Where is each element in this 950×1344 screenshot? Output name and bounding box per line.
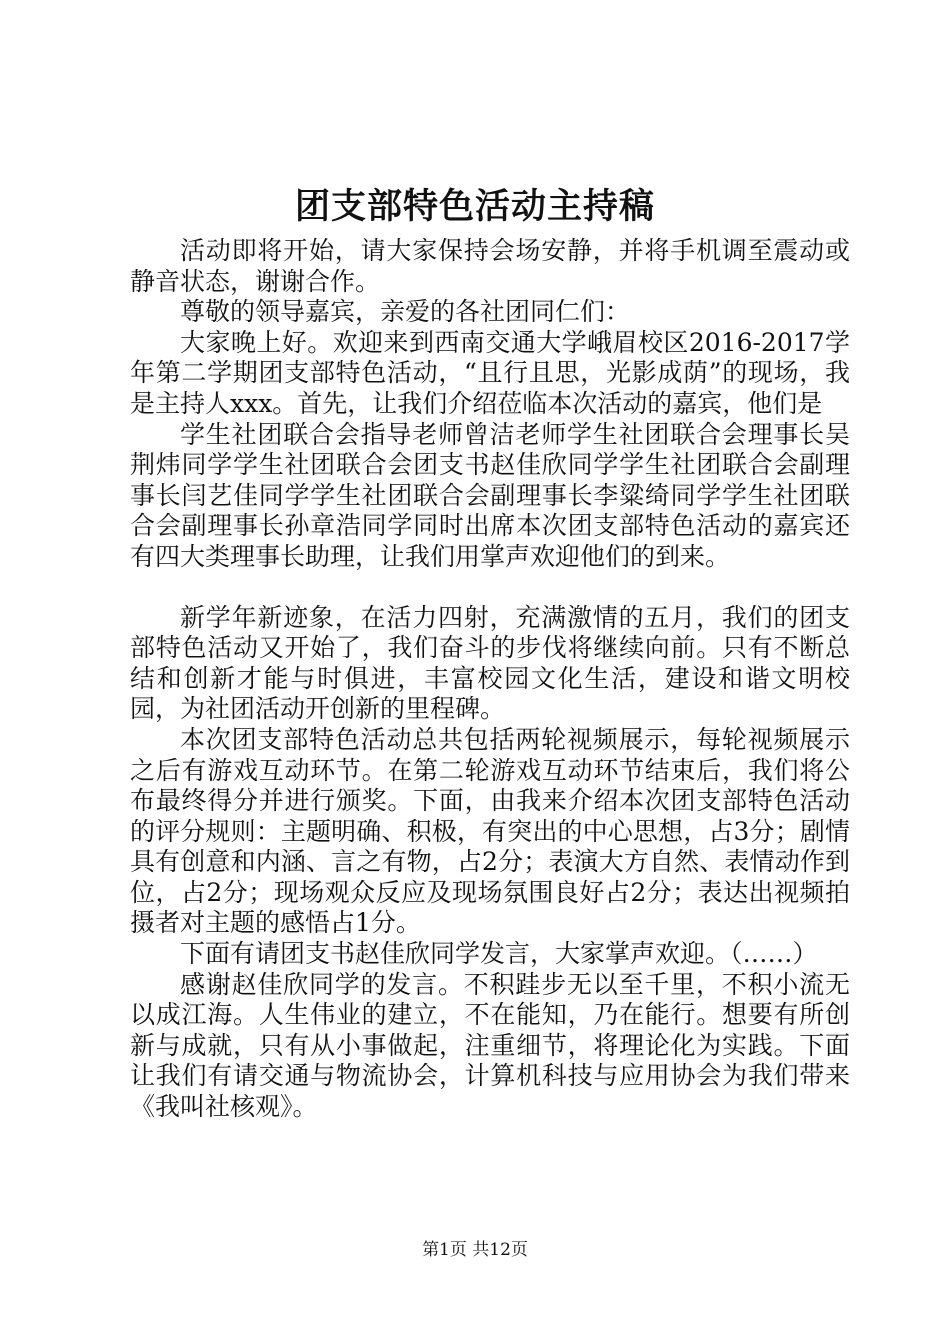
paragraph-new-semester: 新学年新迹象，在活力四射，充满激情的五月，我们的团支部特色活动又开始了，我们奋斗的步伐将继续向前。只有不断总结和创新才能与时俱进，丰富校园文化生活，建设和谐文明校园，为社团活动开创新的里程碑。 (130, 602, 850, 724)
document-title: 团支部特色活动主持稿 (294, 186, 655, 227)
paragraph-opening-notice: 活动即将开始，请大家保持会场安静，并将手机调至震动或静音状态，谢谢合作。 (130, 236, 850, 296)
document-body (130, 236, 850, 1123)
paragraph-speech-invite: 下面有请团支书赵佳欣同学发言，大家掌声欢迎。（……） (180, 939, 818, 969)
paragraph-scoring-rules: 本次团支部特色活动总共包括两轮视频展示，每轮视频展示之后有游戏互动环节。在第二轮游戏互动环节结束后，我们将公布最终得分并进行颁奖。下面，由我来介绍本次团支部特色活动的评分规则：主题明确、积极，有突出的中心思想，占3分；剧情具有创意和内涵、言之有物，占2分；表演大方自然、表情动作到位，占2分；现场观众反应及现场氛围良好占2分；表达出视频拍摄者对主题的感悟占1分。 (130, 724, 850, 938)
paragraph-thanks: 感谢赵佳欣同学的发言。不积跬步无以至千里，不积小流无以成江海。人生伟业的建立，不在能知，乃在能行。想要有所创新与成就，只有从小事做起，注重细节，将理论化为实践。下面让我们有请交通与物流协会，计算机科技与应用协会为我们带来《我叫社核观》。 (130, 969, 850, 1122)
paragraph-guests: 学生社团联合会指导老师曾洁老师学生社团联合会理事长吴荆炜同学学生社团联合会团支书赵佳欣同学学生社团联合会副理事长闫艺佳同学学生社团联合会副理事长李粱绮同学学生社团联合会副理事长孙章浩同学同时出席本次团支部特色活动的嘉宾还有四大类理事长助理，让我们用掌声欢迎他们的到来。 (130, 419, 850, 571)
paragraph-welcome: 大家晚上好。欢迎来到西南交通大学峨眉校区2016-2017学年第二学期团支部特色活动，“且行且思，光影成荫”的现场，我是主持人xxx。首先，让我们介绍莅临本次活动的嘉宾，他们是 (130, 327, 850, 418)
paragraph-salutation: 尊敬的领导嘉宾，亲爱的各社团同仁们： (180, 297, 631, 327)
page-footer: 第1页 共12页 (422, 1240, 528, 1260)
